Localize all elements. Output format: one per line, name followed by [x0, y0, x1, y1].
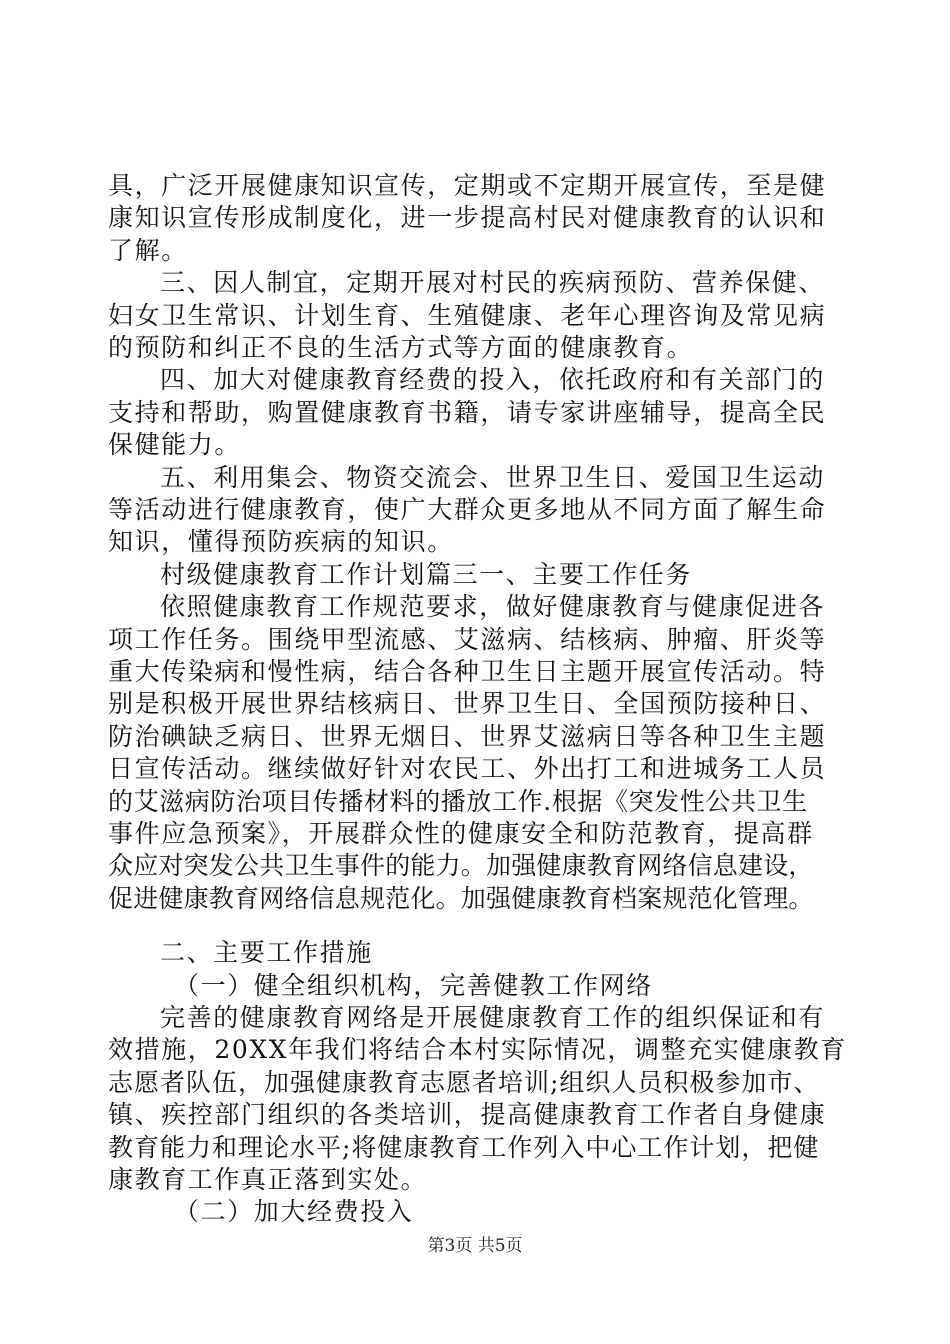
text-line: 等活动进行健康教育，使广大群众更多地从不同方面了解生命 — [108, 495, 827, 524]
text-line: 五、利用集会、物资交流会、世界卫生日、爱国卫生运动 — [160, 463, 826, 492]
text-line: 教育能力和理论水平;将健康教育工作列入中心工作计划，把健 — [108, 1133, 820, 1162]
text-line: 日宣传活动。继续做好针对农民工、外出打工和进城务工人员 — [108, 754, 827, 783]
text-line: 别是积极开展世界结核病日、世界卫生日、全国预防接种日、 — [108, 689, 827, 718]
text-line: 的艾滋病防治项目传播材料的播放工作.根据《突发性公共卫生 — [108, 787, 808, 816]
text-line: 知识，懂得预防疾病的知识。 — [108, 527, 454, 556]
text-line: 效措施，20XX年我们将结合本村实际情况，调整充实健康教育 — [108, 1035, 847, 1064]
text-line: 防治碘缺乏病日、世界无烟日、世界艾滋病日等各种卫生主题 — [108, 722, 827, 751]
text-line: 了解。 — [108, 236, 188, 265]
text-line: 妇女卫生常识、计划生育、生殖健康、老年心理咨询及常见病 — [108, 301, 827, 330]
text-line: 众应对突发公共卫生事件的能力。加强健康教育网络信息建设， — [108, 851, 814, 880]
text-line: 四、加大对健康教育经费的投入，依托政府和有关部门的 — [160, 365, 826, 394]
text-line: 重大传染病和慢性病，结合各种卫生日主题开展宣传活动。特 — [108, 657, 827, 686]
text-line: 支持和帮助，购置健康教育书籍，请专家讲座辅导，提高全民 — [108, 398, 827, 427]
section-heading: 二、主要工作措施 — [160, 938, 373, 967]
text-line: 村级健康教育工作计划篇三一、主要工作任务 — [160, 560, 693, 589]
text-line: 促进健康教育网络信息规范化。加强健康教育档案规范化管理。 — [108, 884, 814, 913]
text-line: 保健能力。 — [108, 430, 242, 459]
text-line: 的预防和纠正不良的生活方式等方面的健康教育。 — [108, 333, 694, 362]
text-line: 具，广泛开展健康知识宣传，定期或不定期开展宣传，至是健 — [108, 171, 827, 200]
text-line: 志愿者队伍，加强健康教育志愿者培训;组织人员积极参加市、 — [108, 1068, 820, 1097]
page-footer: 第3页 共5页 — [427, 1236, 523, 1256]
text-line: 康知识宣传形成制度化，进一步提高村民对健康教育的认识和 — [108, 203, 827, 232]
text-line: 康教育工作真正落到实处。 — [108, 1165, 428, 1194]
text-line: 依照健康教育工作规范要求，做好健康教育与健康促进各 — [160, 592, 826, 621]
text-line: 项工作任务。围绕甲型流感、艾滋病、结核病、肿瘤、肝炎等 — [108, 625, 827, 654]
subsection-heading: （二）加大经费投入 — [174, 1197, 414, 1226]
text-line: 镇、疾控部门组织的各类培训，提高健康教育工作者自身健康 — [108, 1100, 827, 1129]
text-line: 事件应急预案》，开展群众性的健康安全和防范教育，提高群 — [108, 819, 814, 848]
text-line: 三、因人制宜，定期开展对村民的疾病预防、营养保健、 — [160, 268, 826, 297]
subsection-heading: （一）健全组织机构，完善健教工作网络 — [174, 971, 653, 1000]
text-line: 完善的健康教育网络是开展健康教育工作的组织保证和有 — [160, 1003, 826, 1032]
